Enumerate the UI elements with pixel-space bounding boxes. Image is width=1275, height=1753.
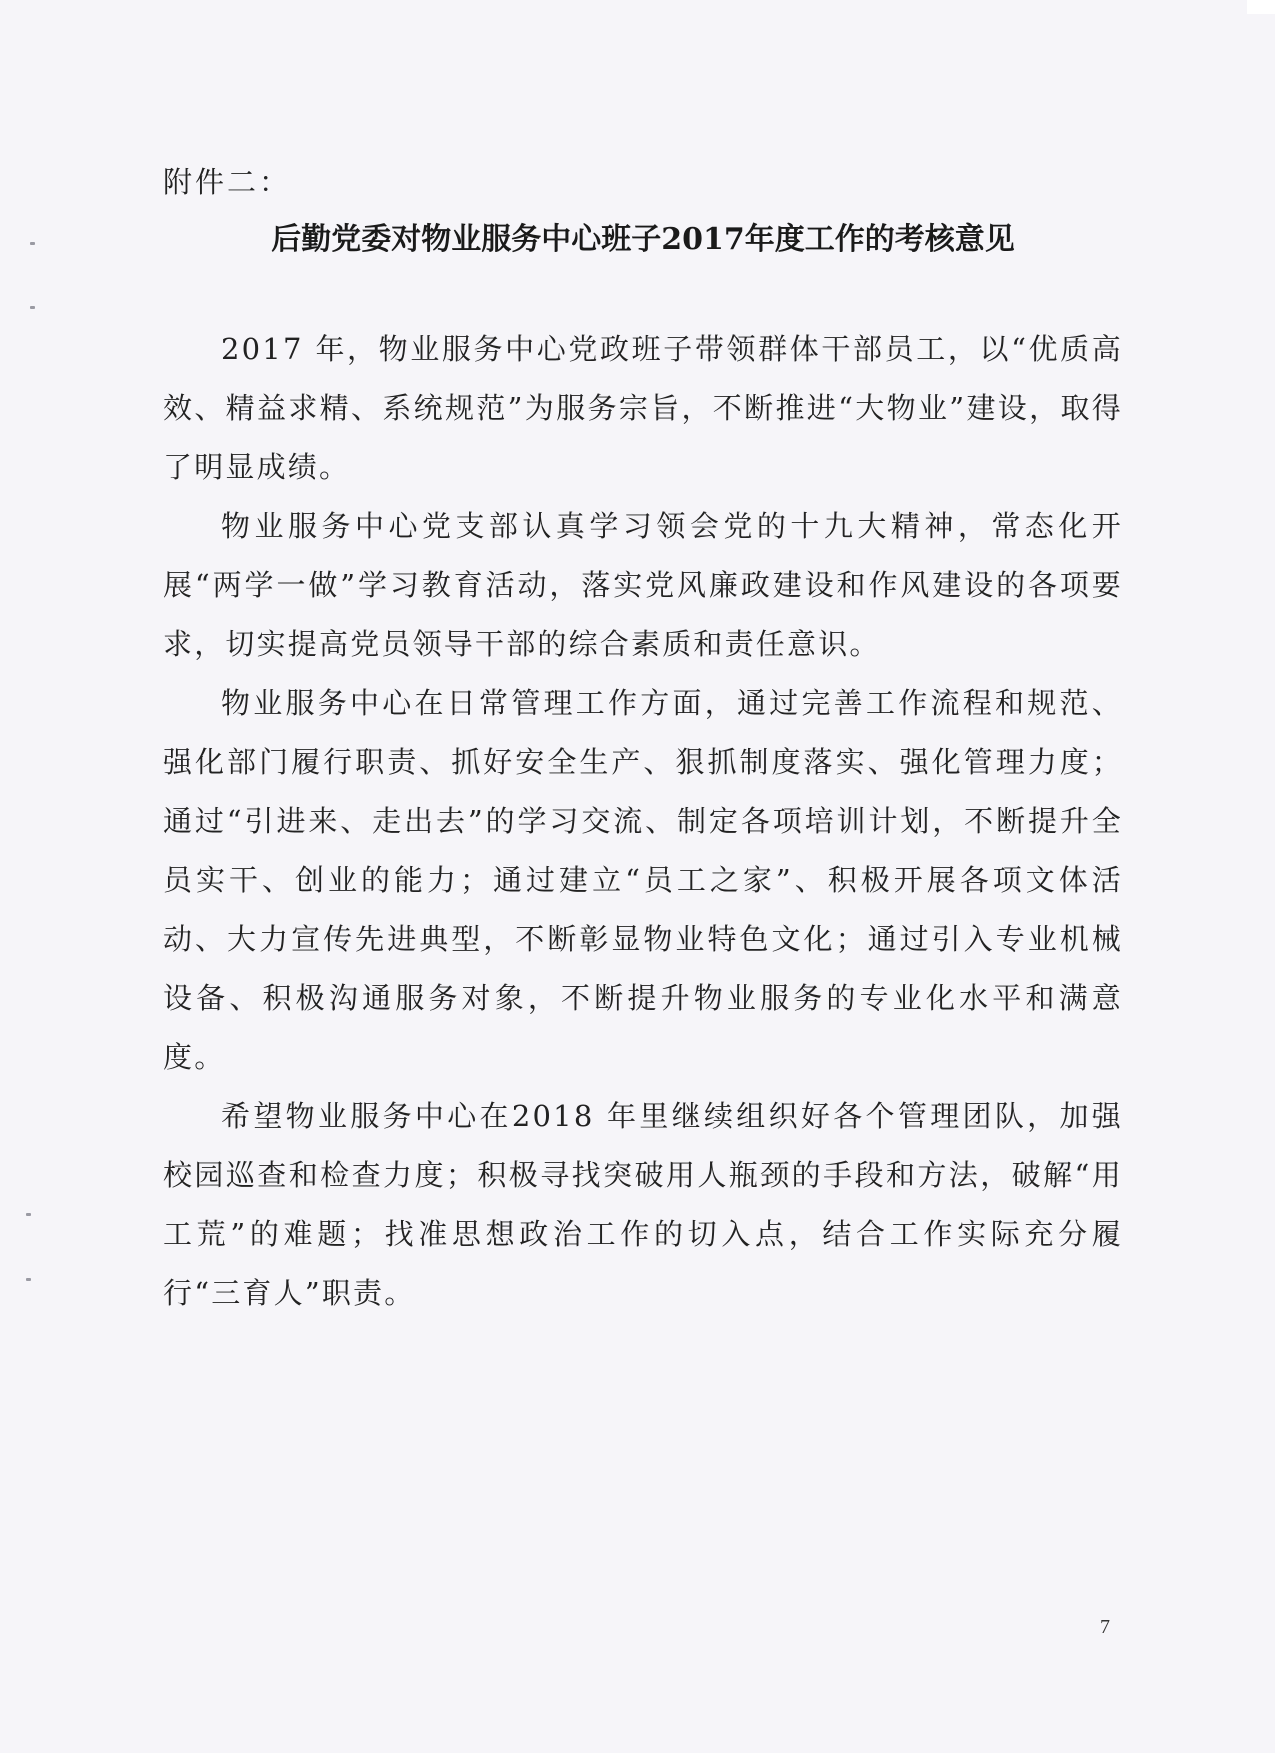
page-number: 7	[1100, 1616, 1110, 1638]
document-title: 后勤党委对物业服务中心班子2017年度工作的考核意见	[271, 222, 1015, 257]
scan-mark	[30, 242, 35, 245]
paragraph-1: 2017 年，物业服务中心党政班子带领群体干部员工，以“优质高效、精益求精、系统规范”为服务宗旨，不断推进“大物业”建设，取得了明显成绩。	[163, 332, 1123, 484]
scan-edge	[1247, 0, 1275, 14]
paragraph-3: 物业服务中心在日常管理工作方面，通过完善工作流程和规范、强化部门履行职责、抓好安全生产、狠抓制度落实、强化管理力度；通过“引进来、走出去”的学习交流、制定各项培训计划，不断提升全员实干、创业的能力；通过建立“员工之家”、积极开展各项文体活动、大力宣传先进典型，不断彰显物业特色文化；通过引入专业机械设备、积极沟通服务对象，不断提升物业服务的专业化水平和满意度。	[163, 686, 1123, 1074]
paragraph-2: 物业服务中心党支部认真学习领会党的十九大精神，常态化开展“两学一做”学习教育活动，落实党风廉政建设和作风建设的各项要求，切实提高党员领导干部的综合素质和责任意识。	[163, 509, 1123, 661]
scan-mark	[26, 1213, 31, 1216]
document-body	[163, 320, 1123, 1323]
paragraph-4: 希望物业服务中心在2018 年里继续组织好各个管理团队，加强校园巡查和检查力度；积极寻找突破用人瓶颈的手段和方法，破解“用工荒”的难题；找准思想政治工作的切入点，结合工作实际充分履行“三育人”职责。	[163, 1099, 1123, 1310]
attachment-label: 附件二：	[163, 165, 292, 199]
scan-mark	[30, 306, 35, 309]
scan-mark	[26, 1278, 31, 1281]
